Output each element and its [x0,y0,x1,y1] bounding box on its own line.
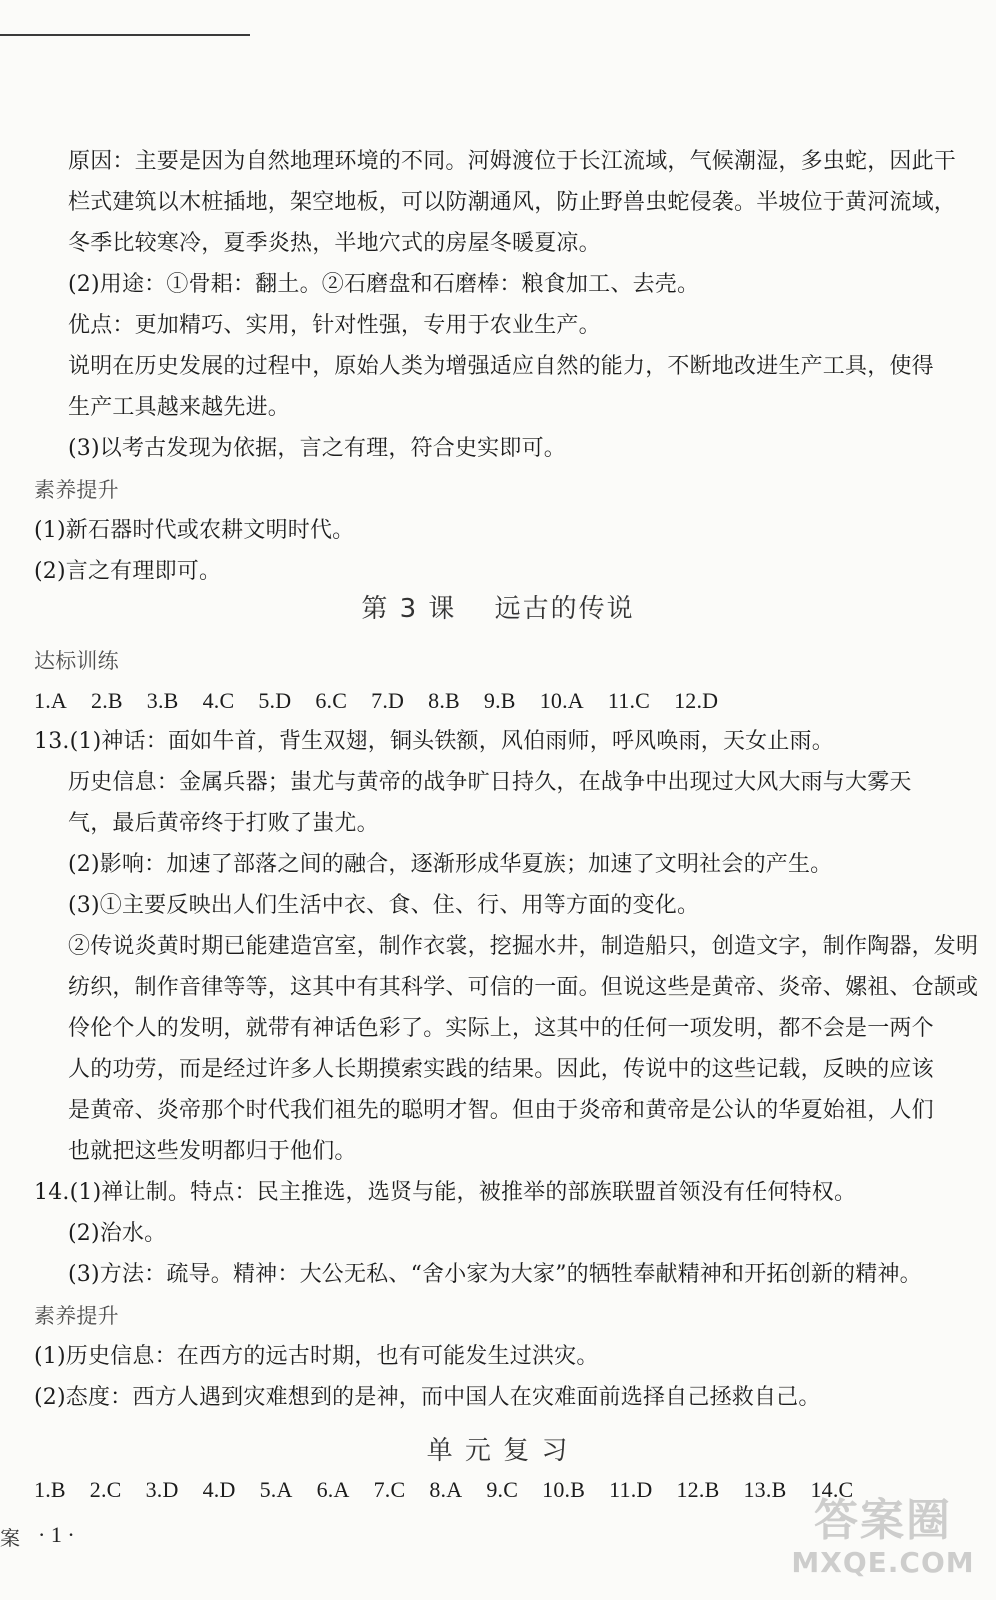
section-heading: 达标训练 [34,649,119,673]
text-line: 生产工具越来越先进。 [68,395,291,420]
text-line: 伶伦个人的发明，就带有神话色彩了。实际上，这其中的任何一项发明，都不会是一两个 [68,1016,934,1041]
answer-row [34,1474,877,1506]
answer-item: 1.A [34,688,67,713]
answer-item: 6.A [316,1477,350,1502]
answer-item: 11.D [609,1477,653,1502]
watermark-main: 答案圈 [814,1495,952,1546]
text-line: 冬季比较寒冷，夏季炎热，半地穴式的房屋冬暖夏凉。 [68,231,601,256]
answer-item: 4.C [202,688,235,713]
text-line: 栏式建筑以木桩插地，架空地板，可以防潮通风，防止野兽虫蛇侵袭。半坡位于黄河流域， [68,190,957,215]
answer-item: 2.C [89,1477,122,1502]
answer-item: 12.B [676,1477,720,1502]
text-line: 是黄帝、炎帝那个时代我们祖先的聪明才智。但由于炎帝和黄帝是公认的华夏始祖，人们 [68,1098,934,1123]
answer-item: 1.B [34,1477,66,1502]
text-line: (2)态度：西方人遇到灾难想到的是神，而中国人在灾难面前选择自己拯救自己。 [34,1385,821,1410]
page-number: · 1 · [38,1522,75,1547]
answer-item: 13.B [743,1477,787,1502]
text-line: (3)方法：疏导。精神：大公无私、“舍小家为大家”的牺牲奉献精神和开拓创新的精神。 [68,1262,922,1287]
answer-item: 7.D [371,688,405,713]
text-line: 原因：主要是因为自然地理环境的不同。河姆渡位于长江流域，气候潮湿，多虫蛇，因此干 [68,149,957,174]
text-line: 说明在历史发展的过程中，原始人类为增强适应自然的能力，不断地改进生产工具，使得 [68,354,934,379]
edge-character: 案 [0,1526,20,1550]
watermark-logo [788,1495,978,1590]
text-line: 也就把这些发明都归于他们。 [68,1139,357,1164]
text-line: 14.(1)禅让制。特点：民主推选，选贤与能，被推举的部族联盟首领没有任何特权。 [34,1180,857,1205]
answer-item: 7.C [373,1477,406,1502]
text-line: (3)以考古发现为依据，言之有理，符合史实即可。 [68,436,566,461]
answer-item: 2.B [91,688,123,713]
answer-item: 3.D [145,1477,179,1502]
text-line: (1)新石器时代或农耕文明时代。 [34,518,355,543]
answer-item: 12.D [674,688,719,713]
lesson-title: 第 3 课 远古的传说 [361,594,635,624]
text-line: (2)影响：加速了部落之间的融合，逐渐形成华夏族；加速了文明社会的产生。 [68,852,833,877]
answer-item: 3.B [146,688,179,713]
text-line: (2)治水。 [68,1221,167,1246]
text-line: (1)历史信息：在西方的远古时期，也有可能发生过洪灾。 [34,1344,599,1369]
answer-item: 14.C [810,1477,854,1502]
text-line: 人的功劳，而是经过许多人长期摸索实践的结果。因此，传说中的这些记载，反映的应该 [68,1057,934,1082]
answer-item: 4.D [202,1477,236,1502]
section-heading: 素养提升 [34,1304,119,1328]
answer-item: 10.B [542,1477,586,1502]
text-line: 优点：更加精巧、实用，针对性强，专用于农业生产。 [68,313,601,338]
text-line: (3)①主要反映出人们生活中衣、食、住、行、用等方面的变化。 [68,893,700,918]
answer-item: 5.A [259,1477,293,1502]
answer-row [34,685,742,717]
answer-item: 8.B [428,688,460,713]
answer-item: 11.C [607,688,651,713]
review-title: 单 元 复 习 [426,1436,570,1466]
section-heading: 素养提升 [34,478,119,502]
text-line: (2)用途：①骨耜：翻土。②石磨盘和石磨棒：粮食加工、去壳。 [68,272,700,297]
text-line: ②传说炎黄时期已能建造宫室，制作衣裳，挖掘水井，制造船只，创造文字，制作陶器，发明 [68,934,979,959]
text-line: 气，最后黄帝终于打败了蚩尤。 [68,811,379,836]
answer-item: 8.A [429,1477,463,1502]
text-line: 历史信息：金属兵器；蚩尤与黄帝的战争旷日持久，在战争中出现过大风大雨与大雾天 [68,770,912,795]
top-rule [0,34,250,36]
answer-item: 9.B [483,688,516,713]
text-line: 13.(1)神话：面如牛首，背生双翅，铜头铁额，风伯雨师，呼风唤雨，天女止雨。 [34,729,834,754]
text-line: 纺织，制作音律等等，这其中有其科学、可信的一面。但说这些是黄帝、炎帝、嫘祖、仓颉或 [68,975,979,1000]
answer-item: 5.D [258,688,292,713]
answer-item: 9.C [486,1477,519,1502]
watermark-sub: MXQE.COM [791,1546,975,1579]
text-line: (2)言之有理即可。 [34,559,222,584]
answer-item: 6.C [315,688,348,713]
answer-item: 10.A [539,688,584,713]
